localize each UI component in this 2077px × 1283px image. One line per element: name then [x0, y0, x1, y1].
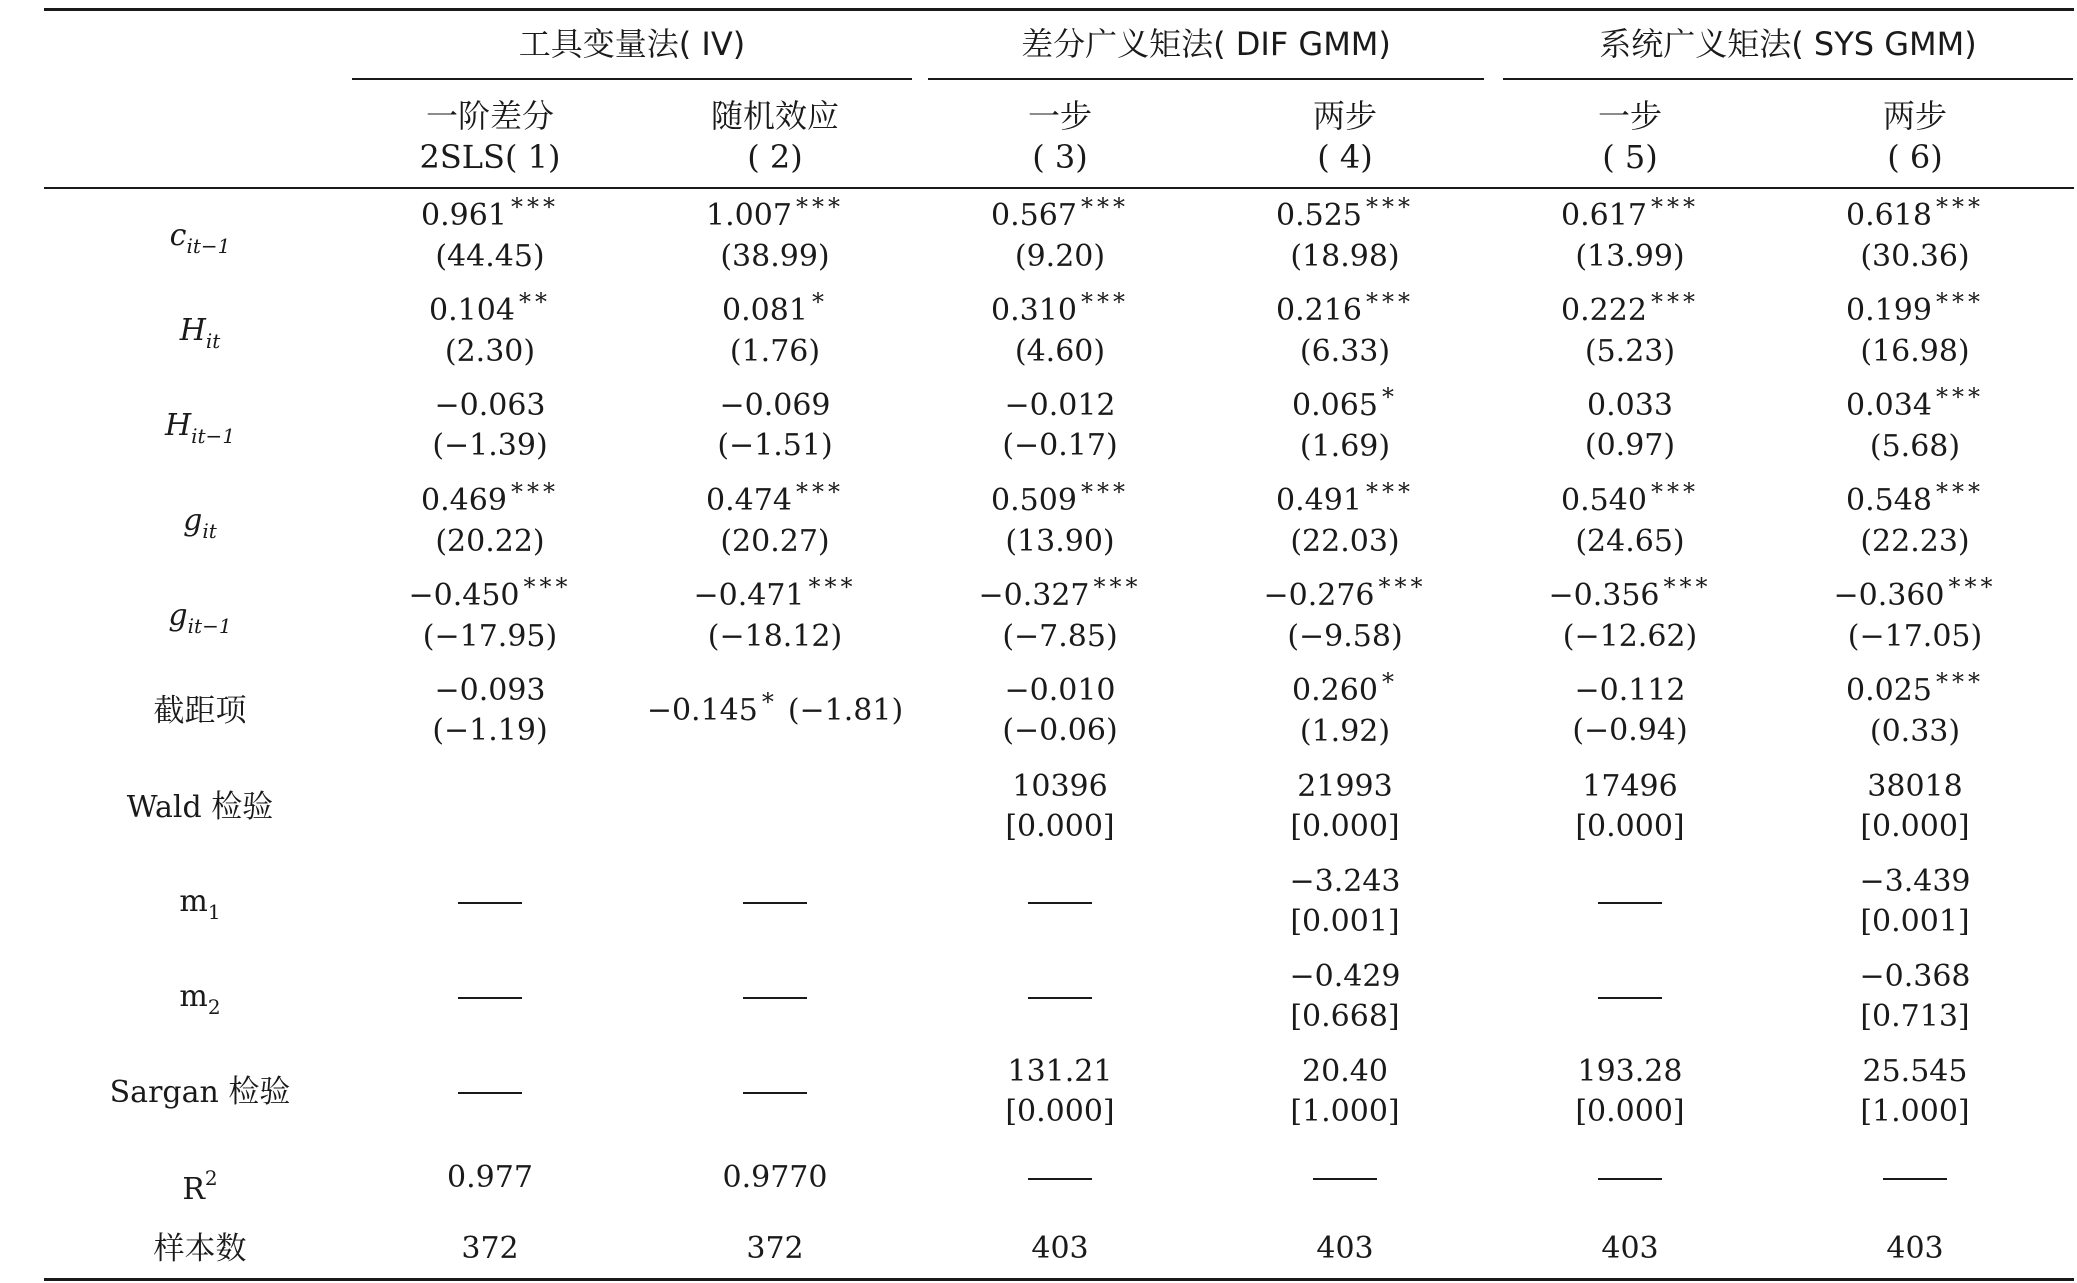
coefficient-value: −0.356	[1548, 578, 1660, 613]
coefficient-cell	[915, 288, 1205, 372]
t-statistic: (−1.81)	[787, 693, 904, 728]
coefficient-cell	[1485, 288, 1775, 372]
row-label	[60, 596, 340, 646]
p-value: [1.000]	[1290, 1094, 1400, 1129]
column-1-method: 一阶差分	[425, 97, 554, 135]
coefficient-cell	[915, 573, 1205, 657]
significance-stars: ***	[808, 573, 857, 601]
test-cell	[915, 767, 1205, 847]
coefficient-line	[915, 288, 1205, 332]
coefficient-cell	[1770, 478, 2060, 562]
coefficient-value: −0.276	[1263, 578, 1375, 613]
significance-stars: ***	[523, 573, 572, 601]
coefficient-value: 0.548	[1846, 483, 1932, 518]
coefficient-line	[1770, 193, 2060, 237]
test-statistic: 17496	[1582, 769, 1678, 804]
column-5-number: ( 5)	[1602, 138, 1658, 176]
test-suffix: 检验	[211, 789, 274, 825]
t-statistic: (44.45)	[435, 239, 545, 274]
empty-dash	[915, 882, 1205, 922]
column-1-number: 2SLS( 1)	[419, 138, 561, 176]
t-statistic: (−1.39)	[432, 428, 548, 463]
coefficient-value: 1.007	[706, 198, 792, 233]
coefficient-cell	[345, 193, 635, 277]
group-underline-sys-gmm	[1503, 78, 2073, 80]
coefficient-line	[1770, 383, 2060, 427]
sample-size-value: 372	[461, 1231, 519, 1266]
dash-line	[1028, 1178, 1092, 1180]
coefficient-value: −0.012	[1004, 388, 1116, 423]
t-statistic: (1.76)	[729, 334, 821, 369]
significance-stars: ***	[1650, 478, 1699, 506]
p-value: [0.000]	[1575, 1094, 1685, 1129]
group-underline-iv	[352, 78, 912, 80]
coefficient-cell	[1200, 478, 1490, 562]
significance-stars: ***	[1365, 193, 1414, 221]
row-label	[60, 501, 340, 551]
significance-stars: ***	[1935, 668, 1984, 696]
coefficient-cell	[345, 573, 635, 657]
t-statistic: (24.65)	[1575, 524, 1685, 559]
row-label-sample-size: 样本数	[153, 1231, 247, 1267]
dash-line	[1598, 902, 1662, 904]
variable-subscript: it	[202, 519, 217, 543]
column-3-number: ( 3)	[1032, 138, 1088, 176]
variable-symbol: g	[168, 598, 188, 633]
coefficient-line	[345, 573, 635, 617]
significance-stars: ***	[510, 478, 559, 506]
coefficient-cell	[345, 671, 635, 751]
t-statistic: (38.99)	[720, 239, 830, 274]
coefficient-value: 0.081	[722, 293, 808, 328]
coefficient-value: 0.509	[991, 483, 1077, 518]
significance-stars: ***	[1093, 573, 1142, 601]
significance-stars: ***	[1935, 193, 1984, 221]
test-symbol: m	[179, 884, 208, 919]
test-name: Sargan	[109, 1075, 229, 1110]
row-label	[60, 977, 340, 1027]
t-statistic: (−9.58)	[1287, 619, 1403, 654]
coefficient-line	[1200, 193, 1490, 237]
variable-symbol: c	[169, 218, 187, 253]
coefficient-cell	[1200, 383, 1490, 467]
group-header-sys-gmm: 系统广义矩法( SYS GMM)	[1599, 25, 1977, 63]
significance-stars: ***	[1948, 573, 1997, 601]
t-statistic: (6.33)	[1299, 334, 1391, 369]
significance-stars: ***	[1663, 573, 1712, 601]
significance-stars: ***	[1080, 193, 1129, 221]
coefficient-line	[1770, 288, 2060, 332]
empty-dash	[630, 882, 920, 922]
r-symbol: R	[182, 1172, 205, 1207]
test-cell	[1200, 1052, 1490, 1132]
dash-line	[743, 997, 807, 999]
row-label	[60, 406, 340, 456]
t-statistic: (−12.62)	[1562, 619, 1698, 654]
coefficient-value: 0.104	[429, 293, 515, 328]
dash-line	[458, 1092, 522, 1094]
significance-stars: ***	[1935, 383, 1984, 411]
empty-dash	[630, 1072, 920, 1112]
t-statistic: (5.68)	[1869, 429, 1961, 464]
coefficient-value: 0.034	[1846, 388, 1932, 423]
coefficient-value: −0.360	[1833, 578, 1945, 613]
test-subscript: 2	[207, 995, 221, 1019]
column-6-number: ( 6)	[1887, 138, 1943, 176]
coefficient-value: 0.567	[991, 198, 1077, 233]
top-rule	[44, 8, 2074, 11]
significance-stars: *	[1381, 383, 1398, 411]
empty-dash	[1485, 977, 1775, 1017]
test-cell	[1770, 862, 2060, 942]
variable-subscript: it−1	[186, 234, 231, 258]
column-2-number: ( 2)	[747, 138, 803, 176]
row-label	[60, 311, 340, 361]
variable-subscript: it−1	[187, 614, 232, 638]
coefficient-value: −0.010	[1004, 673, 1116, 708]
variable-subscript: it−1	[191, 424, 236, 448]
t-statistic: (1.92)	[1299, 714, 1391, 749]
p-value: [0.713]	[1860, 999, 1970, 1034]
test-statistic: 193.28	[1577, 1054, 1683, 1089]
test-cell	[1770, 1052, 2060, 1132]
empty-dash	[345, 882, 635, 922]
coefficient-value: −0.063	[434, 388, 546, 423]
test-statistic: 21993	[1297, 769, 1393, 804]
coefficient-cell	[1200, 288, 1490, 372]
significance-stars: **	[518, 288, 551, 316]
t-statistic: (18.98)	[1290, 239, 1400, 274]
coefficient-value: 0.540	[1561, 483, 1647, 518]
coefficient-line	[1200, 478, 1490, 522]
test-statistic: 131.21	[1007, 1054, 1113, 1089]
empty-dash	[630, 977, 920, 1017]
significance-stars: *	[761, 688, 778, 716]
significance-stars: ***	[510, 193, 559, 221]
t-statistic: (16.98)	[1860, 334, 1970, 369]
significance-stars: ***	[1080, 288, 1129, 316]
coefficient-value: 0.033	[1587, 388, 1673, 423]
coefficient-value: 0.618	[1846, 198, 1932, 233]
sample-size-value: 403	[1316, 1231, 1374, 1266]
significance-stars: ***	[1650, 288, 1699, 316]
coefficient-line	[345, 671, 635, 711]
column-2-method: 随机效应	[710, 97, 839, 135]
test-cell	[1200, 767, 1490, 847]
dash-line	[458, 902, 522, 904]
coefficient-cell	[1770, 288, 2060, 372]
coefficient-value: 0.222	[1561, 293, 1647, 328]
column-3-method: 一步	[1027, 97, 1092, 135]
coefficient-line	[630, 386, 920, 426]
coefficient-value: −0.112	[1574, 673, 1686, 708]
significance-stars: ***	[795, 478, 844, 506]
r-squared-value: 0.977	[447, 1160, 533, 1195]
test-statistic: 25.545	[1862, 1054, 1968, 1089]
coefficient-cell	[915, 478, 1205, 562]
test-cell	[1485, 767, 1775, 847]
coefficient-line	[345, 193, 635, 237]
significance-stars: ***	[795, 193, 844, 221]
row-label-r-squared	[60, 1158, 340, 1210]
test-statistic: 38018	[1867, 769, 1963, 804]
variable-symbol: H	[164, 408, 192, 443]
coefficient-cell	[630, 288, 920, 372]
group-underline-dif-gmm	[928, 78, 1484, 80]
coefficient-line	[915, 386, 1205, 426]
test-subscript: 1	[207, 900, 221, 924]
t-statistic: (22.03)	[1290, 524, 1400, 559]
coefficient-value: 0.474	[706, 483, 792, 518]
empty-dash	[915, 1158, 1205, 1198]
p-value: [0.000]	[1005, 1094, 1115, 1129]
t-statistic: (30.36)	[1860, 239, 1970, 274]
p-value: [0.001]	[1860, 904, 1970, 939]
t-statistic: (−7.85)	[1002, 619, 1118, 654]
p-value: [0.001]	[1290, 904, 1400, 939]
column-5-method: 一步	[1597, 97, 1662, 135]
coefficient-value: −0.069	[719, 388, 831, 423]
coefficient-cell	[345, 386, 635, 466]
coefficient-cell	[1200, 193, 1490, 277]
variable-symbol: H	[179, 313, 206, 348]
column-4-method: 两步	[1312, 97, 1377, 135]
coefficient-value: −0.093	[434, 673, 546, 708]
t-statistic: (−0.94)	[1572, 713, 1688, 748]
significance-stars: ***	[1080, 478, 1129, 506]
empty-dash	[345, 977, 635, 1017]
dash-line	[1598, 1178, 1662, 1180]
t-statistic: (20.27)	[720, 524, 830, 559]
coefficient-line	[1485, 193, 1775, 237]
row-label: 截距项	[153, 693, 247, 729]
variable-subscript: it	[205, 329, 221, 353]
t-statistic: (13.90)	[1005, 524, 1115, 559]
coefficient-line	[1770, 478, 2060, 522]
empty-dash	[1485, 882, 1775, 922]
coefficient-value: 0.491	[1276, 483, 1362, 518]
coefficient-cell	[630, 573, 920, 657]
p-value: [0.000]	[1290, 809, 1400, 844]
dash-line	[458, 997, 522, 999]
dash-line	[1598, 997, 1662, 999]
sample-size-value: 403	[1886, 1231, 1944, 1266]
test-cell	[1200, 957, 1490, 1037]
coefficient-value: 0.469	[421, 483, 507, 518]
test-name: Wald	[126, 790, 212, 825]
t-statistic: (−1.19)	[432, 713, 548, 748]
dash-line	[1028, 902, 1092, 904]
coefficient-cell	[915, 193, 1205, 277]
coefficient-value: 0.260	[1292, 673, 1378, 708]
empty-dash	[1200, 1158, 1490, 1198]
coefficient-cell	[1485, 671, 1775, 751]
coefficient-cell	[1200, 573, 1490, 657]
coefficient-line	[630, 288, 920, 332]
group-header-iv: 工具变量法( IV)	[518, 25, 746, 63]
significance-stars: *	[1381, 668, 1398, 696]
coefficient-cell	[630, 193, 920, 277]
coefficient-line	[915, 573, 1205, 617]
significance-stars: ***	[1365, 288, 1414, 316]
coefficient-line	[630, 573, 920, 617]
sample-size-value: 403	[1601, 1231, 1659, 1266]
group-header-dif-gmm: 差分广义矩法( DIF GMM)	[1021, 25, 1391, 63]
coefficient-value: 0.525	[1276, 198, 1362, 233]
r-superscript: 2	[204, 1166, 218, 1190]
coefficient-line	[1200, 573, 1490, 617]
t-statistic: (−1.51)	[717, 428, 833, 463]
coefficient-value: 0.617	[1561, 198, 1647, 233]
coefficient-value: 0.025	[1846, 673, 1932, 708]
significance-stars: ***	[1935, 478, 1984, 506]
row-label	[60, 882, 340, 932]
test-cell	[915, 1052, 1205, 1132]
test-statistic: −3.243	[1289, 864, 1401, 899]
significance-stars: ***	[1365, 478, 1414, 506]
coefficient-line	[1485, 573, 1775, 617]
test-statistic: −0.429	[1289, 959, 1401, 994]
coefficient-line	[1485, 288, 1775, 332]
t-statistic: (20.22)	[435, 524, 545, 559]
header-rule	[44, 187, 2074, 189]
coefficient-line	[1200, 288, 1490, 332]
coefficient-line	[1200, 383, 1490, 427]
coefficient-cell	[1200, 668, 1490, 752]
t-statistic: (−18.12)	[707, 619, 843, 654]
coefficient-cell	[1485, 478, 1775, 562]
coefficient-cell	[630, 688, 920, 732]
empty-dash	[915, 977, 1205, 1017]
t-statistic: (2.30)	[444, 334, 536, 369]
test-suffix: 检验	[228, 1074, 291, 1110]
test-cell	[1200, 862, 1490, 942]
r-squared-value: 0.9770	[722, 1160, 828, 1195]
coefficient-line	[1485, 478, 1775, 522]
t-statistic: (−0.17)	[1002, 428, 1118, 463]
t-statistic: (1.69)	[1299, 429, 1391, 464]
coefficient-cell	[1485, 386, 1775, 466]
coefficient-line	[630, 478, 920, 522]
sample-size-value: 403	[1031, 1231, 1089, 1266]
row-label	[60, 216, 340, 266]
significance-stars: ***	[1650, 193, 1699, 221]
coefficient-cell	[345, 288, 635, 372]
t-statistic: (13.99)	[1575, 239, 1685, 274]
coefficient-value: 0.310	[991, 293, 1077, 328]
significance-stars: ***	[1378, 573, 1427, 601]
sample-size-value: 372	[746, 1231, 804, 1266]
coefficient-value: −0.145	[646, 693, 758, 728]
column-6-method: 两步	[1882, 97, 1947, 135]
coefficient-line	[1770, 668, 2060, 712]
coefficient-line	[1485, 386, 1775, 426]
t-statistic: (5.23)	[1584, 334, 1676, 369]
test-symbol: m	[179, 979, 208, 1014]
coefficient-value: 0.216	[1276, 293, 1362, 328]
dash-line	[743, 902, 807, 904]
empty-dash	[345, 1072, 635, 1112]
test-statistic: −0.368	[1859, 959, 1971, 994]
dash-line	[1028, 997, 1092, 999]
coefficient-cell	[1485, 573, 1775, 657]
coefficient-cell	[345, 478, 635, 562]
test-statistic: 10396	[1012, 769, 1108, 804]
coefficient-cell	[1770, 193, 2060, 277]
coefficient-cell	[630, 386, 920, 466]
test-statistic: −3.439	[1859, 864, 1971, 899]
t-statistic: (−17.95)	[422, 619, 558, 654]
dash-line	[1313, 1178, 1377, 1180]
coefficient-line	[1485, 671, 1775, 711]
dash-line	[1883, 1178, 1947, 1180]
coefficient-cell	[1770, 383, 2060, 467]
p-value: [0.668]	[1290, 999, 1400, 1034]
p-value: [0.000]	[1575, 809, 1685, 844]
coefficient-cell	[1485, 193, 1775, 277]
variable-symbol: g	[183, 503, 203, 538]
significance-stars: ***	[1935, 288, 1984, 316]
t-statistic: (−17.05)	[1847, 619, 1983, 654]
coefficient-line	[345, 386, 635, 426]
coefficient-value: 0.199	[1846, 293, 1932, 328]
coefficient-value: −0.450	[408, 578, 520, 613]
coefficient-cell	[915, 671, 1205, 751]
p-value: [0.000]	[1005, 809, 1115, 844]
p-value: [0.000]	[1860, 809, 1970, 844]
significance-stars: *	[811, 288, 828, 316]
coefficient-value: −0.327	[978, 578, 1090, 613]
bottom-rule	[44, 1278, 2074, 1281]
empty-dash	[1485, 1158, 1775, 1198]
coefficient-line	[1770, 573, 2060, 617]
t-statistic: (0.33)	[1869, 714, 1961, 749]
test-cell	[1770, 767, 2060, 847]
t-statistic: (4.60)	[1014, 334, 1106, 369]
row-label	[60, 1072, 340, 1113]
empty-dash	[1770, 1158, 2060, 1198]
coefficient-value: −0.471	[693, 578, 805, 613]
coefficient-line	[915, 193, 1205, 237]
test-cell	[1770, 957, 2060, 1037]
dash-line	[743, 1092, 807, 1094]
coefficient-line	[345, 288, 635, 332]
t-statistic: (22.23)	[1860, 524, 1970, 559]
coefficient-line	[915, 478, 1205, 522]
coefficient-cell	[1770, 668, 2060, 752]
coefficient-line	[1200, 668, 1490, 712]
t-statistic: (−0.06)	[1002, 713, 1118, 748]
test-statistic: 20.40	[1302, 1054, 1388, 1089]
coefficient-line	[345, 478, 635, 522]
test-cell	[1485, 1052, 1775, 1132]
row-label	[60, 787, 340, 828]
coefficient-cell	[630, 478, 920, 562]
coefficient-line	[630, 193, 920, 237]
t-statistic: (9.20)	[1014, 239, 1106, 274]
t-statistic: (0.97)	[1584, 428, 1676, 463]
coefficient-value: 0.961	[421, 198, 507, 233]
coefficient-line	[915, 671, 1205, 711]
column-4-number: ( 4)	[1317, 138, 1373, 176]
coefficient-cell	[1770, 573, 2060, 657]
coefficient-cell	[915, 386, 1205, 466]
coefficient-value: 0.065	[1292, 388, 1378, 423]
p-value: [1.000]	[1860, 1094, 1970, 1129]
